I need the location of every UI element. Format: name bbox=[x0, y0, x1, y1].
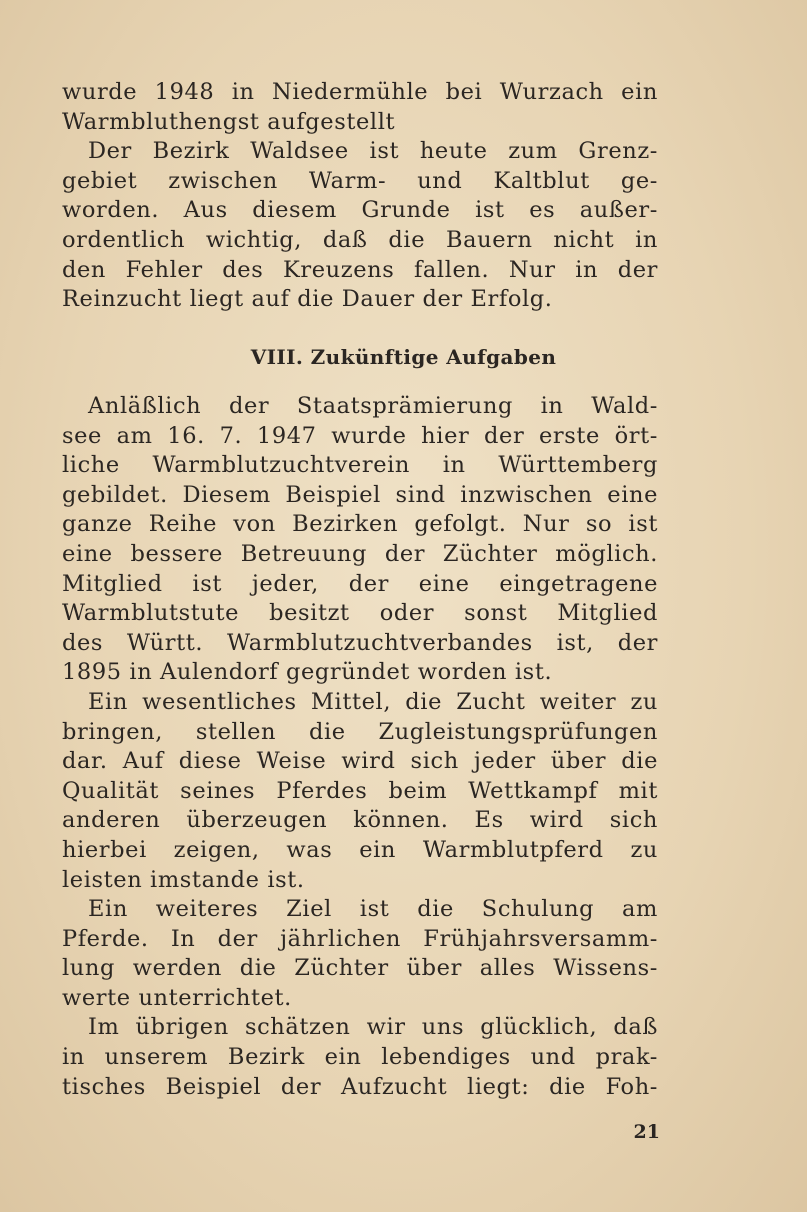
text-line: ordentlich wichtig, daß die Bauern nicht in bbox=[62, 226, 658, 253]
text-line: Warmblutstute besitzt oder sonst Mitglied bbox=[62, 600, 658, 627]
text-line: liche Warmblutzuchtverein in Württemberg bbox=[62, 452, 658, 479]
text-line: hierbei zeigen, was ein Warmblutpferd zu bbox=[62, 836, 658, 863]
text-line: in unserem Bezirk ein lebendiges und prak- bbox=[62, 1044, 658, 1071]
text-line: Mitglied ist jeder, der eine eingetragene bbox=[62, 570, 658, 597]
text-line: lung werden die Züchter über alles Wissens- bbox=[62, 955, 658, 982]
text-line: bringen, stellen die Zugleistungsprüfungen bbox=[62, 718, 658, 745]
text-line: dar. Auf diese Weise wird sich jeder über die bbox=[62, 748, 658, 775]
text-line: Warmbluthengst aufgestellt bbox=[62, 108, 396, 135]
text-line: see am 16. 7. 1947 wurde hier der erste ört- bbox=[62, 422, 658, 449]
text-line: Ein wesentliches Mittel, die Zucht weiter zu bbox=[88, 688, 658, 715]
text-line: 1895 in Aulendorf gegründet worden ist. bbox=[62, 659, 553, 686]
section-heading: VIII. Zukünftige Aufgaben bbox=[250, 345, 557, 369]
text-line: des Württ. Warmblutzuchtverbandes ist, der bbox=[62, 629, 658, 656]
text-line: Reinzucht liegt auf die Dauer der Erfolg. bbox=[62, 286, 553, 313]
text-line: ganze Reihe von Bezirken gefolgt. Nur so ist bbox=[62, 511, 658, 538]
text-line: wurde 1948 in Niedermühle bei Wurzach ein bbox=[62, 79, 658, 105]
text-line: worden. Aus diesem Grunde ist es außer- bbox=[62, 197, 658, 224]
text-line: Qualität seines Pferdes beim Wettkampf mit bbox=[62, 777, 658, 804]
text-line: Ein weiteres Ziel ist die Schulung am bbox=[88, 896, 658, 923]
text-line: gebildet. Diesem Beispiel sind inzwischen eine bbox=[62, 481, 658, 508]
text-line: anderen überzeugen können. Es wird sich bbox=[62, 807, 658, 834]
text-line: Anläßlich der Staatsprämierung in Wald- bbox=[88, 393, 658, 419]
page-number: 21 bbox=[633, 1121, 660, 1143]
text-line: Der Bezirk Waldsee ist heute zum Grenz- bbox=[88, 138, 658, 165]
text-line: den Fehler des Kreuzens fallen. Nur in der bbox=[62, 256, 658, 283]
top-text-block bbox=[62, 78, 658, 315]
text-line: leisten imstande ist. bbox=[62, 866, 305, 893]
text-line: Pferde. In der jährlichen Frühjahrsversamm- bbox=[62, 925, 658, 952]
text-line: tisches Beispiel der Aufzucht liegt: die Foh- bbox=[62, 1073, 658, 1100]
text-line: eine bessere Betreuung der Züchter möglich. bbox=[62, 540, 658, 567]
text-line: Im übrigen schätzen wir uns glücklich, daß bbox=[88, 1014, 658, 1041]
text-line: gebiet zwischen Warm- und Kaltblut ge- bbox=[62, 167, 658, 194]
main-text-block bbox=[62, 392, 658, 1102]
text-line: werte unterrichtet. bbox=[62, 984, 292, 1011]
